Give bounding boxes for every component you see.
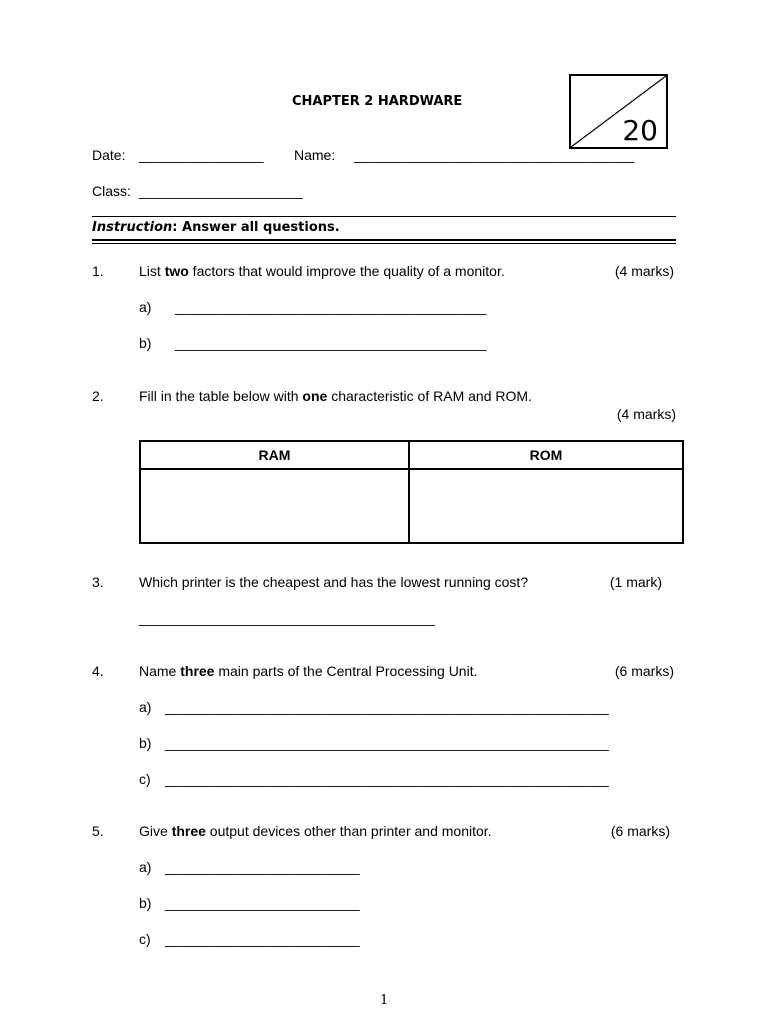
question-3-number: 3. xyxy=(92,574,104,590)
date-field[interactable]: ________________ xyxy=(139,147,264,163)
table-header-rom: ROM xyxy=(409,441,683,469)
name-field[interactable]: ____________________________________ xyxy=(354,147,635,163)
rom-answer-cell[interactable] xyxy=(409,469,683,543)
question-3-marks: (1 mark) xyxy=(609,574,662,590)
instruction-text: : Answer all questions. xyxy=(172,220,340,235)
question-1-answer-b[interactable]: ________________________________________ xyxy=(175,335,487,351)
question-5-answer-c[interactable]: _________________________ xyxy=(165,931,360,947)
question-3-text: Which printer is the cheapest and has the lowest running cost? xyxy=(139,574,529,590)
question-1-text: List two factors that would improve the quality of a monitor. xyxy=(139,263,505,279)
date-label: Date: xyxy=(92,147,126,163)
ram-answer-cell[interactable] xyxy=(140,469,409,543)
question-1-answer-a[interactable]: ________________________________________ xyxy=(175,299,487,315)
question-2-marks: (4 marks) xyxy=(616,406,676,422)
question-5-answer-a-label: a) xyxy=(139,859,152,875)
question-1-answer-a-label: a) xyxy=(139,299,152,315)
question-5-answer-c-label: c) xyxy=(139,931,151,947)
instruction xyxy=(92,220,340,235)
question-5-text: Give three output devices other than printer and monitor. xyxy=(139,823,492,839)
question-1-marks: (4 marks) xyxy=(614,263,674,279)
question-5-answer-a[interactable]: _________________________ xyxy=(165,859,360,875)
instruction-top-rule xyxy=(92,216,676,217)
question-1-number: 1. xyxy=(92,263,104,279)
instruction-bottom-rule xyxy=(92,239,676,241)
table-header-ram: RAM xyxy=(140,441,409,469)
ram-rom-table xyxy=(139,440,684,544)
instruction-bottom-rule-thin xyxy=(92,243,676,244)
instruction-label: Instruction xyxy=(92,220,173,235)
question-4-answer-a[interactable]: _________________________________________________________ xyxy=(165,699,609,715)
question-2-text: Fill in the table below with one characteristic of RAM and ROM. xyxy=(139,388,532,404)
question-4-answer-a-label: a) xyxy=(139,699,152,715)
class-label: Class: xyxy=(92,183,131,199)
question-1-answer-b-label: b) xyxy=(139,335,152,351)
question-5-answer-b[interactable]: _________________________ xyxy=(165,895,360,911)
question-5-number: 5. xyxy=(92,823,104,839)
name-label: Name: xyxy=(294,147,336,163)
question-2-number: 2. xyxy=(92,388,104,404)
total-score: 20 xyxy=(622,114,658,147)
page-number: 1 xyxy=(380,993,389,1008)
page-title: CHAPTER 2 HARDWARE xyxy=(292,94,463,109)
question-4-answer-b[interactable]: _________________________________________________________ xyxy=(165,735,609,751)
class-field[interactable]: _____________________ xyxy=(139,183,303,199)
question-5-marks: (6 marks) xyxy=(610,823,670,839)
question-4-answer-b-label: b) xyxy=(139,735,152,751)
table-answer-row xyxy=(140,469,683,543)
question-4-marks: (6 marks) xyxy=(614,663,674,679)
score-box xyxy=(569,74,668,149)
question-4-answer-c-label: c) xyxy=(139,771,151,787)
table-header-row xyxy=(140,441,683,469)
question-5-answer-b-label: b) xyxy=(139,895,152,911)
question-4-number: 4. xyxy=(92,663,104,679)
question-4-answer-c[interactable]: _________________________________________________________ xyxy=(165,771,609,787)
question-4-text: Name three main parts of the Central Processing Unit. xyxy=(139,663,478,679)
question-3-answer[interactable]: ______________________________________ xyxy=(139,610,435,626)
